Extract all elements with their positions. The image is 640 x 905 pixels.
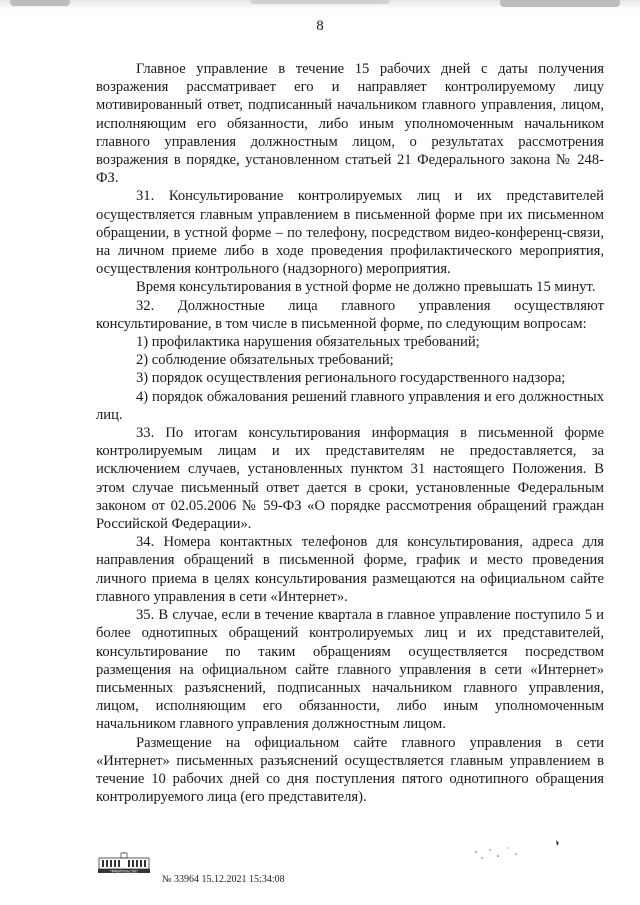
list-item: 4) порядок обжалования решений главного управления и его должностных лиц. <box>96 388 604 423</box>
scan-smudge-left <box>10 0 70 6</box>
document-stamp: № 33964 15.12.2021 15:34:08 <box>162 874 285 885</box>
page-number: 8 <box>316 18 324 34</box>
logo-caption: ПРАВИТЕЛЬСТВО <box>110 869 138 874</box>
list-item: 2) соблюдение обязательных требований; <box>136 352 394 369</box>
document-body <box>96 60 604 806</box>
paragraph: 33. По итогам консультирования информация в письменной форме контролируемым лицам и их представителям не предоставляется, за исключением случаев, установленных пунктом 31 настоящего Положения. В этом случае письменный ответ дается в сроки, установленные Федеральным законом от 02.05.2006 № 59-ФЗ «О порядке рассмотрения обращений граждан Российской Федерации». <box>96 425 604 533</box>
paragraph: 32. Должностные лица главного управления осуществляют консультирование, в том числе в письменной форме, по следующим вопросам: <box>96 297 604 332</box>
scan-smudge-right <box>500 0 620 7</box>
government-building-logo <box>97 852 151 874</box>
paragraph: Главное управление в течение 15 рабочих дней с даты получения возражения рассматривает его и направляет контролируемому лицу мотивированный ответ, подписанный начальником главного управления, лицом, исполняющим его обязанности, либо иным уполномоченным начальником главного управления должностным лицом, о результатах рассмотрения возражения в порядке, установленном статьей 21 Федерального закона № 248-ФЗ. <box>96 61 604 187</box>
scan-artifact-dots <box>470 838 560 862</box>
list-item: 1) профилактика нарушения обязательных требований; <box>136 334 480 351</box>
paragraph: Время консультирования в устной форме не должно превышать 15 минут. <box>136 279 596 296</box>
paragraph: 31. Консультирование контролируемых лиц и их представителей осуществляется главным управлением в письменной форме при их письменном обращении, в устной форме – по телефону, посредством видео-конференц-связи, на личном приеме либо в ходе проведения профилактического мероприятия, осуществления контрольного (надзорного) мероприятия. <box>96 188 604 278</box>
paragraph: Размещение на официальном сайте главного управления в сети «Интернет» письменных разъяснений осуществляется главным управлением в течение 10 рабочих дней со дня поступления пятого однотипного обращения контролируемого лица (его представителя). <box>96 734 604 806</box>
list-item: 3) порядок осуществления регионального государственного надзора; <box>136 370 566 387</box>
scan-smudge-mid <box>250 0 390 4</box>
paragraph: 35. В случае, если в течение квартала в главное управление поступило 5 и более однотипных обращений контролируемых лиц и их представителей, консультирование по таким обращениям осуществляется посредством размещения на официальном сайте главного управления в сети «Интернет» письменных разъяснений, подписанных начальником главного управления, лицом, исполняющим его обязанности, либо иным уполномоченным начальником главного управления должностным лицом. <box>96 607 604 733</box>
paragraph: 34. Номера контактных телефонов для консультирования, адреса для направления обращений в письменной форме, график и место проведения личного приема в целях консультирования размещаются на официальном сайте главного управления в сети «Интернет». <box>96 534 604 605</box>
